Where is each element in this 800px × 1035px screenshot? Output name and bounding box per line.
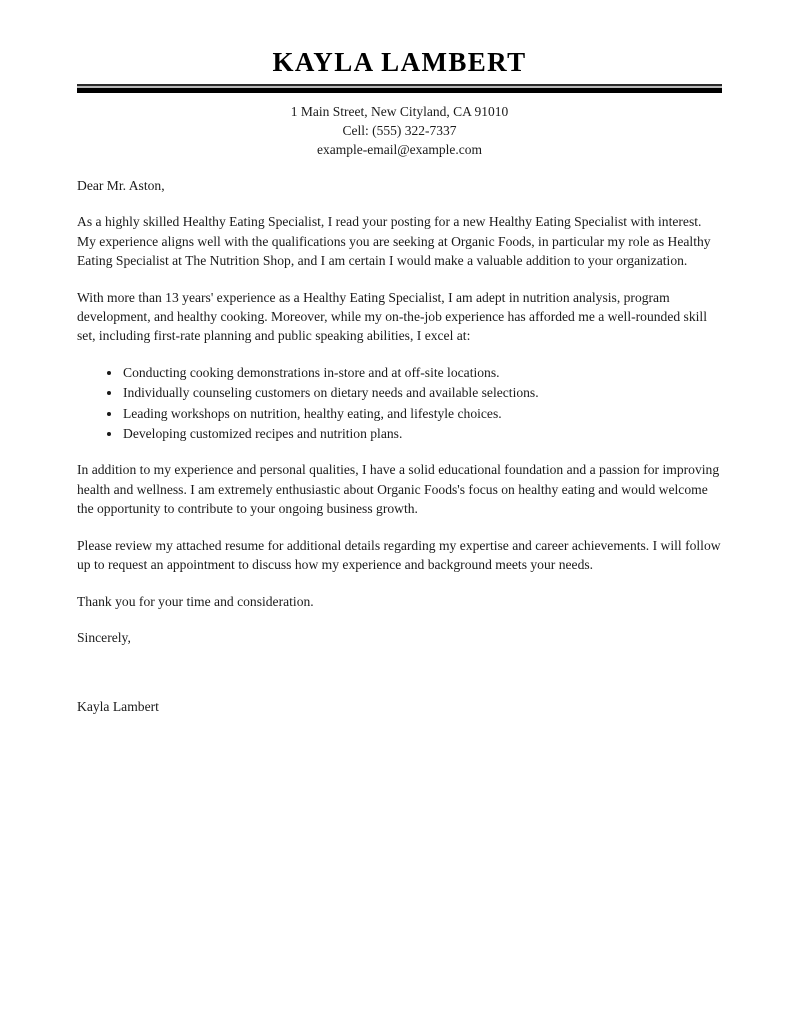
signature-name: Kayla Lambert (77, 699, 159, 715)
bullet-dot-icon (107, 412, 111, 416)
list-item-label: Conducting cooking demonstrations in-store and at off-site locations. (123, 364, 500, 380)
bullet-dot-icon (107, 432, 111, 436)
contact-email: example-email@example.com (317, 142, 482, 157)
letter-sheet (77, 0, 722, 717)
body-paragraph-4: Please review my attached resume for additional details regarding my expertise and career achievements. I will follow up to request an appointment to discuss how my experience and background meets your needs. (77, 537, 721, 573)
list-item (77, 424, 722, 443)
divider-thick-rule (77, 88, 722, 93)
bullet-dot-icon (107, 391, 111, 395)
signature-space (77, 647, 722, 697)
contact-block (77, 102, 722, 159)
body-paragraph-1: As a highly skilled Healthy Eating Specialist, I read your posting for a new Healthy Eating Specialist with interest. My experience aligns well with the qualifications you are seeking at Organic Foods, in particular my role as Healthy Eating Specialist at The Nutrition Shop, and I am certain I would make a valuable addition to your organization. (77, 214, 711, 269)
list-item (77, 363, 722, 382)
body-paragraph-3: In addition to my experience and personal qualities, I have a solid educational foundation and a passion for improving health and wellness. I am extremely enthusiastic about Organic Foods's focus on healthy eating and would welcome the opportunity to contribute to your ongoing business growth. (77, 462, 720, 517)
salutation: Dear Mr. Aston, (77, 178, 165, 193)
header-divider (77, 84, 722, 94)
signoff: Sincerely, (77, 629, 131, 645)
letter-header (77, 0, 722, 159)
list-item-label: Developing customized recipes and nutrition plans. (123, 426, 403, 442)
applicant-name: KAYLA LAMBERT (272, 47, 527, 77)
bullet-dot-icon (107, 371, 111, 375)
list-item (77, 383, 722, 402)
contact-address: 1 Main Street, New Cityland, CA 91010 (290, 104, 509, 119)
body-paragraph-2: With more than 13 years' experience as a Healthy Eating Specialist, I am adept in nutrition analysis, program development, and healthy cooking. Moreover, while my on-the-job experience has afforded me a well-rounded skill set, including first-rate planning and public speaking abilities, I excel at: (77, 289, 707, 344)
skills-list (77, 363, 722, 444)
letter-body (77, 176, 722, 717)
list-item-label: Individually counseling customers on dietary needs and available selections. (123, 385, 539, 401)
contact-phone: Cell: (555) 322-7337 (342, 123, 457, 138)
list-item-label: Leading workshops on nutrition, healthy eating, and lifestyle choices. (123, 405, 502, 421)
thank-you-line: Thank you for your time and consideration. (77, 593, 314, 609)
list-item (77, 404, 722, 423)
